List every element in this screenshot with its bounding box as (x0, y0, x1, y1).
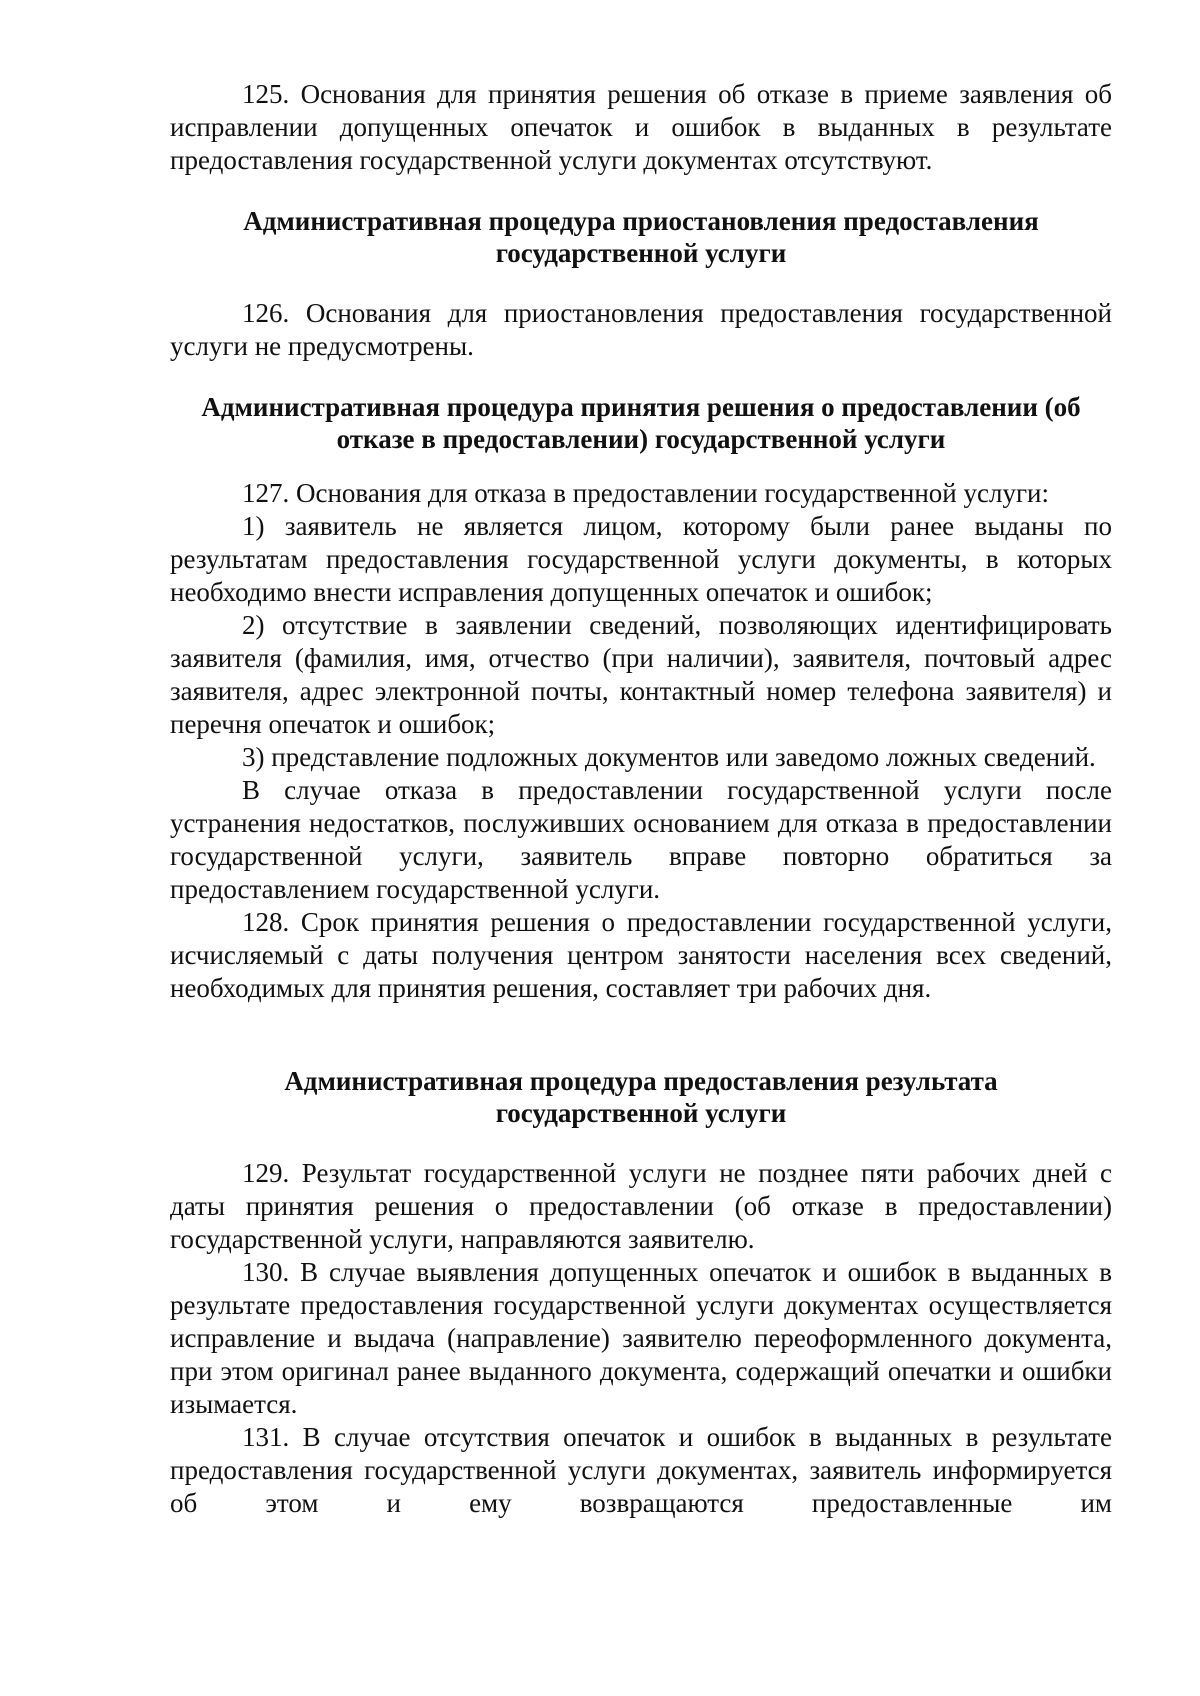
paragraph-127-item-3: 3) представление подложных документов или заведомо ложных сведений. (242, 742, 1096, 772)
document-page (170, 78, 1112, 1520)
paragraph-131: 131. В случае отсутствия опечаток и ошибок в выданных в результате предоставления государственной услуги документах, заявитель информируется об этом и ему возвращаются предоставленные им (170, 1422, 1112, 1518)
heading-line: государственной услуги (495, 238, 787, 268)
paragraph-128: 128. Срок принятия решения о предоставлении государственной услуги, исчисляемый с даты получения центром занятости населения всех сведений, необходимых для принятия решения, составляет три рабочих дня. (170, 907, 1112, 1003)
spacer (170, 177, 1112, 205)
paragraph-126: 126. Основания для приостановления предоставления государственной услуги не предусмотрены. (170, 298, 1112, 361)
paragraph-129: 129. Результат государственной услуги не позднее пяти рабочих дней с даты принятия решения о предоставлении (об отказе в предоставлении) государственной услуги, направляются заявителю. (170, 1158, 1112, 1254)
heading-line: Административная процедура приостановления предоставления (243, 206, 1039, 236)
heading-line: Административная процедура предоставления результата (284, 1066, 998, 1096)
paragraph-130: 130. В случае выявления допущенных опечаток и ошибок в выданных в результате предоставления государственной услуги документах осуществляется исправление и выдача (направление) заявителю переоформленного документа, при этом оригинал ранее выданного документа, содержащий опечатки и ошибки изымается. (170, 1257, 1112, 1419)
heading-line: отказе в предоставлении) государственной услуги (336, 424, 946, 454)
paragraph-127-refusal: В случае отказа в предоставлении государственной услуги после устранения недостатков, послуживших основанием для отказа в предоставлении государственной услуги, заявитель вправе повторно обратиться за предоставлением государственной услуги. (170, 775, 1112, 904)
section-heading-suspension (170, 205, 1112, 269)
spacer (170, 269, 1112, 297)
paragraph-127-item-1: 1) заявитель не является лицом, которому были ранее выданы по результатам предоставления государственной услуги документы, в которых необходимо внести исправления допущенных опечаток и ошибок; (170, 511, 1112, 607)
spacer (170, 1129, 1112, 1157)
spacer (170, 455, 1112, 477)
spacer (170, 363, 1112, 391)
heading-line: Административная процедура принятия решения о предоставлении (об (201, 392, 1081, 422)
paragraph-127: 127. Основания для отказа в предоставлении государственной услуги: (242, 478, 1049, 508)
heading-line: государственной услуги (495, 1098, 787, 1128)
section-heading-decision (170, 391, 1112, 455)
paragraph-127-item-2: 2) отсутствие в заявлении сведений, позволяющих идентифицировать заявителя (фамилия, имя, отчество (при наличии), заявителя, почтовый адрес заявителя, адрес электронной почты, контактный номер телефона заявителя) и перечня опечаток и ошибок; (170, 610, 1112, 739)
section-heading-result (170, 1065, 1112, 1129)
spacer (170, 1005, 1112, 1065)
paragraph-125: 125. Основания для принятия решения об отказе в приеме заявления об исправлении допущенных опечаток и ошибок в выданных в результате предоставления государственной услуги документах отсутствуют. (170, 79, 1112, 175)
